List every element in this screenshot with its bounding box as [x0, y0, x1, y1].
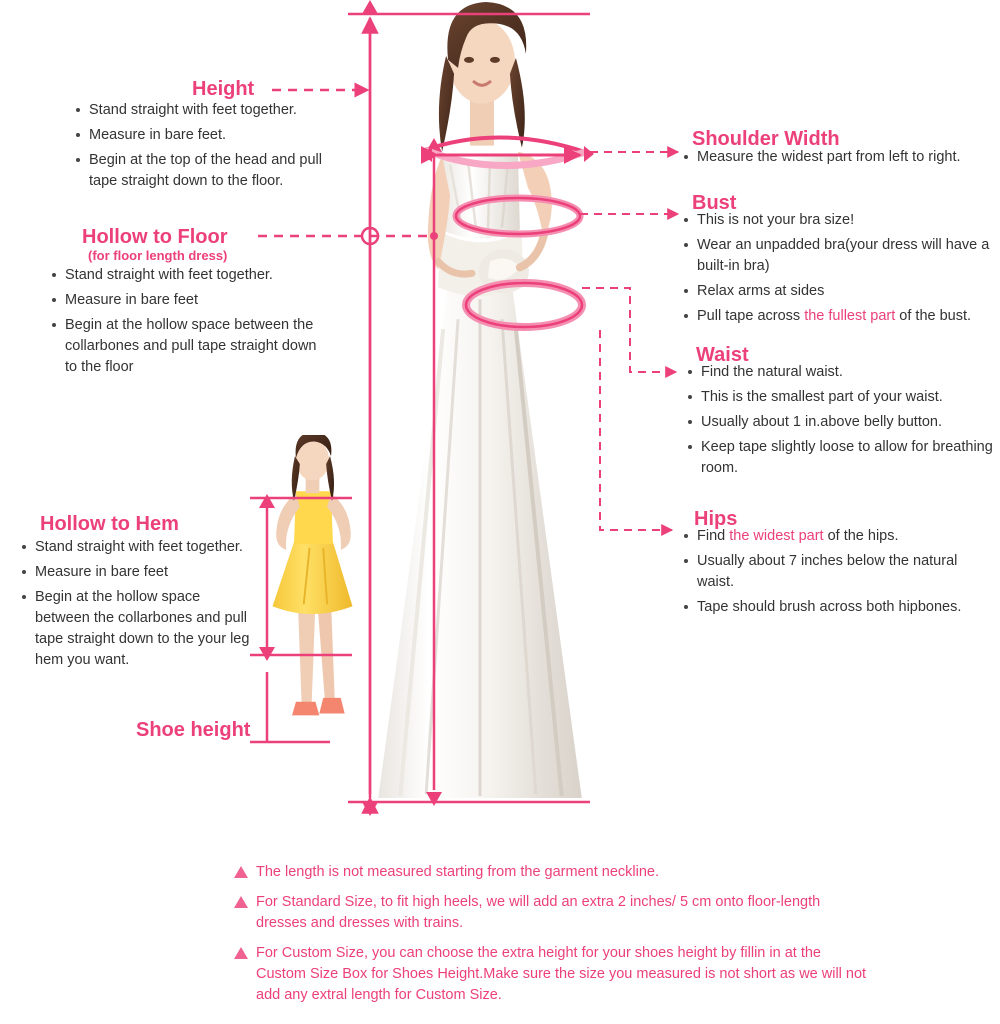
list-item: Measure in bare feet [65, 290, 328, 311]
footnote-text: For Standard Size, to fit high heels, we will add an extra 2 inches/ 5 cm onto floor-length dresses and dresses with trains. [256, 894, 821, 931]
list-item-bust-fullest [697, 306, 998, 327]
height-bullets [72, 100, 342, 196]
bust-hl-highlight: the fullest part [804, 308, 896, 324]
hollow-to-hem-label: Hollow to Hem [40, 513, 179, 535]
waist-bullets [684, 362, 994, 483]
hips-hl-before: Find [697, 528, 730, 544]
list-item: Keep tape slightly loose to allow for breathing room. [701, 437, 994, 479]
hips-hl-highlight: the widest part [729, 528, 824, 544]
height-label: Height [192, 78, 255, 100]
list-item: Measure the widest part from left to right. [697, 147, 1000, 168]
list-item: Begin at the top of the head and pull tape straight down to the floor. [89, 150, 342, 192]
shoulder-width-label: Shoulder Width [692, 128, 840, 150]
bust-bullets [680, 210, 998, 331]
footnote-text: For Custom Size, you can choose the extra height for your shoes height by fillin in at the Custom Size Box for Shoes Height.Make sure the size you measured is not short as we will not add any extral length for Custom Size. [256, 945, 867, 1003]
hips-hl-after: of the hips. [823, 528, 899, 544]
footnotes [232, 862, 872, 1015]
footnote-1 [232, 862, 872, 883]
list-item: Usually about 1 in.above belly button. [701, 412, 994, 433]
list-item: Begin at the hollow space between the collarbones and pull tape straight down to the floor [65, 315, 328, 378]
waist-label: Waist [696, 344, 749, 366]
list-item: Relax arms at sides [697, 281, 998, 302]
shoe-height-label: Shoe height [136, 719, 251, 741]
list-item: This is not your bra size! [697, 210, 998, 231]
hips-label: Hips [694, 508, 738, 530]
footnote-3 [232, 943, 872, 1006]
list-item: Tape should brush across both hipbones. [697, 597, 992, 618]
warning-triangle-icon [234, 947, 248, 959]
hips-bullets [680, 526, 992, 622]
list-item: Stand straight with feet together. [35, 537, 258, 558]
footnote-text: The length is not measured starting from the garment neckline. [256, 864, 659, 880]
list-item: This is the smallest part of your waist. [701, 387, 994, 408]
bust-label: Bust [692, 192, 737, 214]
list-item-hips-widest [697, 526, 992, 547]
hollow-to-floor-bullets [48, 265, 328, 382]
bust-hl-after: of the bust. [895, 308, 972, 324]
footnote-2 [232, 892, 872, 934]
list-item: Stand straight with feet together. [89, 100, 342, 121]
hollow-to-floor-sublabel: (for floor length dress) [88, 248, 228, 263]
hollow-to-hem-bullets [18, 537, 258, 675]
list-item: Find the natural waist. [701, 362, 994, 383]
list-item: Stand straight with feet together. [65, 265, 328, 286]
list-item: Measure in bare feet [35, 562, 258, 583]
shoulder-width-bullets [680, 147, 1000, 172]
list-item: Measure in bare feet. [89, 125, 342, 146]
list-item: Begin at the hollow space between the collarbones and pull tape straight down to the your leg hem you want. [35, 587, 258, 671]
bust-hl-before: Pull tape across [697, 308, 805, 324]
warning-triangle-icon [234, 896, 248, 908]
list-item: Wear an unpadded bra(your dress will have a built-in bra) [697, 235, 998, 277]
list-item: Usually about 7 inches below the natural waist. [697, 551, 992, 593]
hollow-to-floor-label: Hollow to Floor [82, 226, 228, 248]
warning-triangle-icon [234, 866, 248, 878]
